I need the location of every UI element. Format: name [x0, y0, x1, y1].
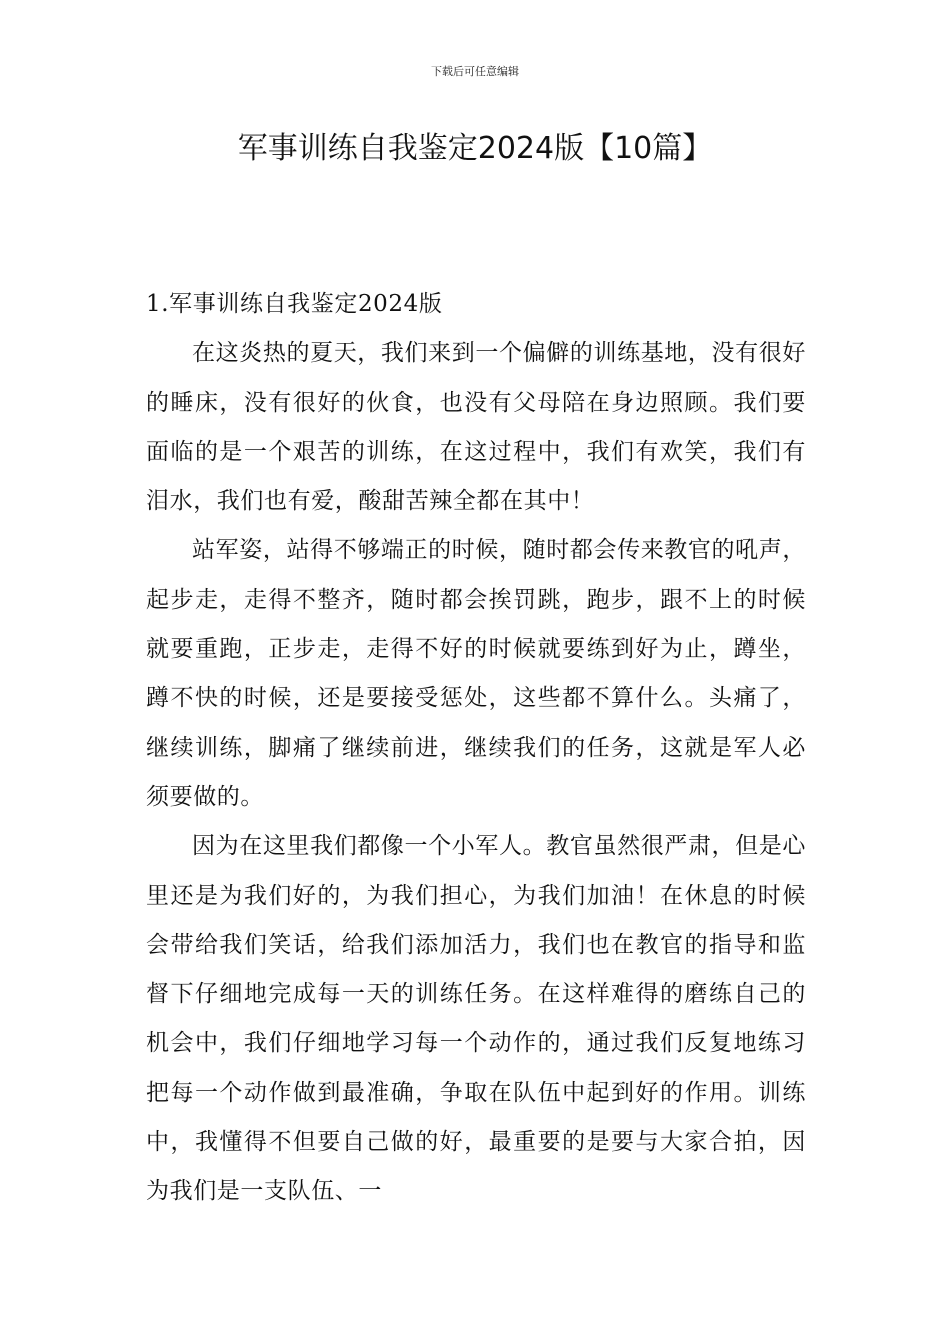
section-heading: 1.军事训练自我鉴定2024版	[146, 291, 443, 317]
paragraph: 站军姿，站得不够端正的时候，随时都会传来教官的吼声，起步走，走得不整齐，随时都会挨罚跳，跑步，跟不上的时候就要重跑，正步走，走得不好的时候就要练到好为止，蹲坐，蹲不快的时候，还是要接受惩处，这些都不算什么。头痛了，继续训练，脚痛了继续前进，继续我们的任务，这就是军人必须要做的。	[146, 537, 806, 810]
paragraph: 因为在这里我们都像一个小军人。教官虽然很严肃，但是心里还是为我们好的，为我们担心，为我们加油！在休息的时候会带给我们笑话，给我们添加活力，我们也在教官的指导和监督下仔细地完成每一天的训练任务。在这样难得的磨练自己的机会中，我们仔细地学习每一个动作的，通过我们反复地练习把每一个动作做到最准确，争取在队伍中起到好的作用。训练中，我懂得不但要自己做的好，最重要的是要与大家合拍，因为我们是一支队伍、一	[146, 833, 806, 1205]
document-body	[146, 280, 806, 1217]
document-title: 军事训练自我鉴定2024版【10篇】	[237, 131, 713, 166]
header-note: 下载后可任意编辑	[431, 65, 519, 78]
paragraph: 在这炎热的夏天，我们来到一个偏僻的训练基地，没有很好的睡床，没有很好的伙食，也没有父母陪在身边照顾。我们要面临的是一个艰苦的训练，在这过程中，我们有欢笑，我们有泪水，我们也有爱，酸甜苦辣全都在其中！	[146, 340, 806, 515]
